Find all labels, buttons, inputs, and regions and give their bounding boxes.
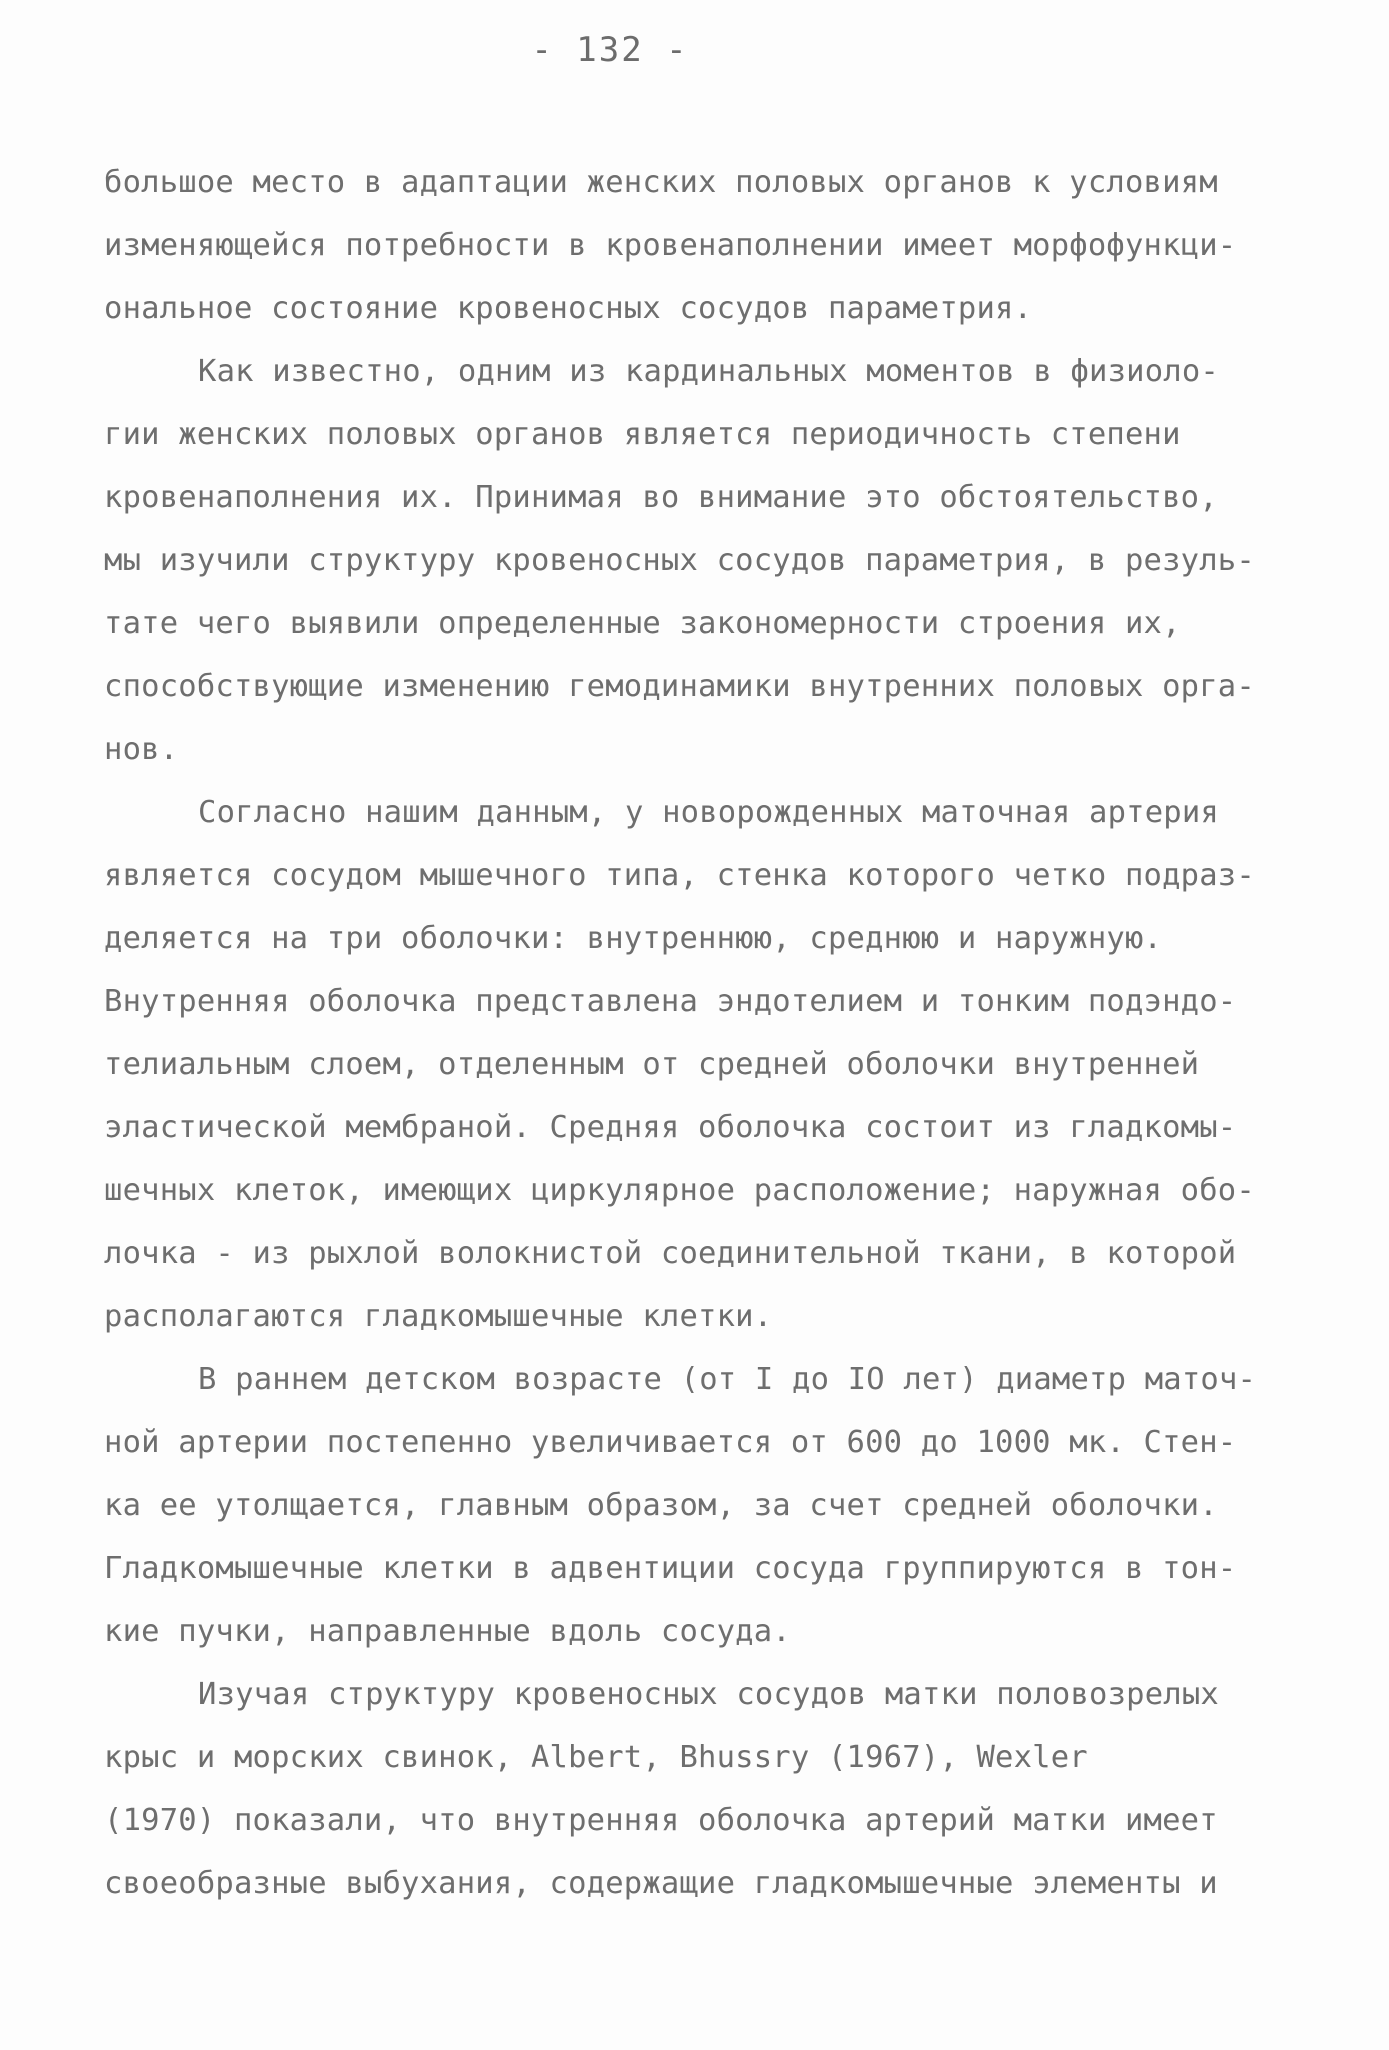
- text-line: (1970) показали, что внутренняя оболочка артерий матки имеет: [104, 1803, 1218, 1838]
- text-line: изменяющейся потребности в кровенаполнении имеет морфофункци-: [104, 228, 1237, 263]
- text-line: Согласно нашим данным, у новорожденных маточная артерия: [198, 795, 1219, 830]
- text-line: располагаются гладкомышечные клетки.: [104, 1299, 773, 1334]
- text-line: мы изучили структуру кровеносных сосудов параметрия, в резуль-: [104, 543, 1255, 578]
- text-line: тате чего выявили определенные закономерности строения их,: [104, 606, 1181, 641]
- text-line: ональное состояние кровеносных сосудов параметрия.: [104, 291, 1033, 326]
- text-line: кровенаполнения их. Принимая во внимание это обстоятельство,: [104, 480, 1218, 515]
- page-number: - 132 -: [531, 30, 689, 70]
- text-line: телиальным слоем, отделенным от средней оболочки внутренней: [104, 1047, 1200, 1082]
- text-line: крыс и морских свинок, Albert, Bhussry (1967), Wexler: [104, 1740, 1088, 1775]
- text-line: деляется на три оболочки: внутреннюю, среднюю и наружную.: [104, 921, 1163, 956]
- text-line: большое место в адаптации женских половых органов к условиям: [104, 165, 1218, 200]
- text-line: ной артерии постепенно увеличивается от 600 до 1000 мк. Стен-: [104, 1425, 1237, 1460]
- text-line: Гладкомышечные клетки в адвентиции сосуда группируются в тон-: [104, 1551, 1237, 1586]
- text-line: лочка - из рыхлой волокнистой соединительной ткани, в которой: [104, 1236, 1237, 1271]
- text-line: Изучая структуру кровеносных сосудов матки половозрелых: [198, 1677, 1219, 1712]
- text-line: шечных клеток, имеющих циркулярное расположение; наружная обо-: [104, 1173, 1255, 1208]
- text-line: гии женских половых органов является периодичность степени: [104, 417, 1181, 452]
- text-line: способствующие изменению гемодинамики внутренних половых орга-: [104, 669, 1255, 704]
- text-line: В раннем детском возрасте (от I до IO лет) диаметр маточ-: [198, 1362, 1257, 1397]
- text-line: Внутренняя оболочка представлена эндотелием и тонким подэндо-: [104, 984, 1237, 1019]
- text-line: нов.: [104, 732, 179, 767]
- text-line: своеобразные выбухания, содержащие гладкомышечные элементы и: [104, 1866, 1218, 1901]
- text-line: является сосудом мышечного типа, стенка которого четко подраз-: [104, 858, 1255, 893]
- text-line: кие пучки, направленные вдоль сосуда.: [104, 1614, 791, 1649]
- text-line: ка ее утолщается, главным образом, за счет средней оболочки.: [104, 1488, 1218, 1523]
- text-line: Как известно, одним из кардинальных моментов в физиоло-: [198, 354, 1219, 389]
- text-line: эластической мембраной. Средняя оболочка состоит из гладкомы-: [104, 1110, 1237, 1145]
